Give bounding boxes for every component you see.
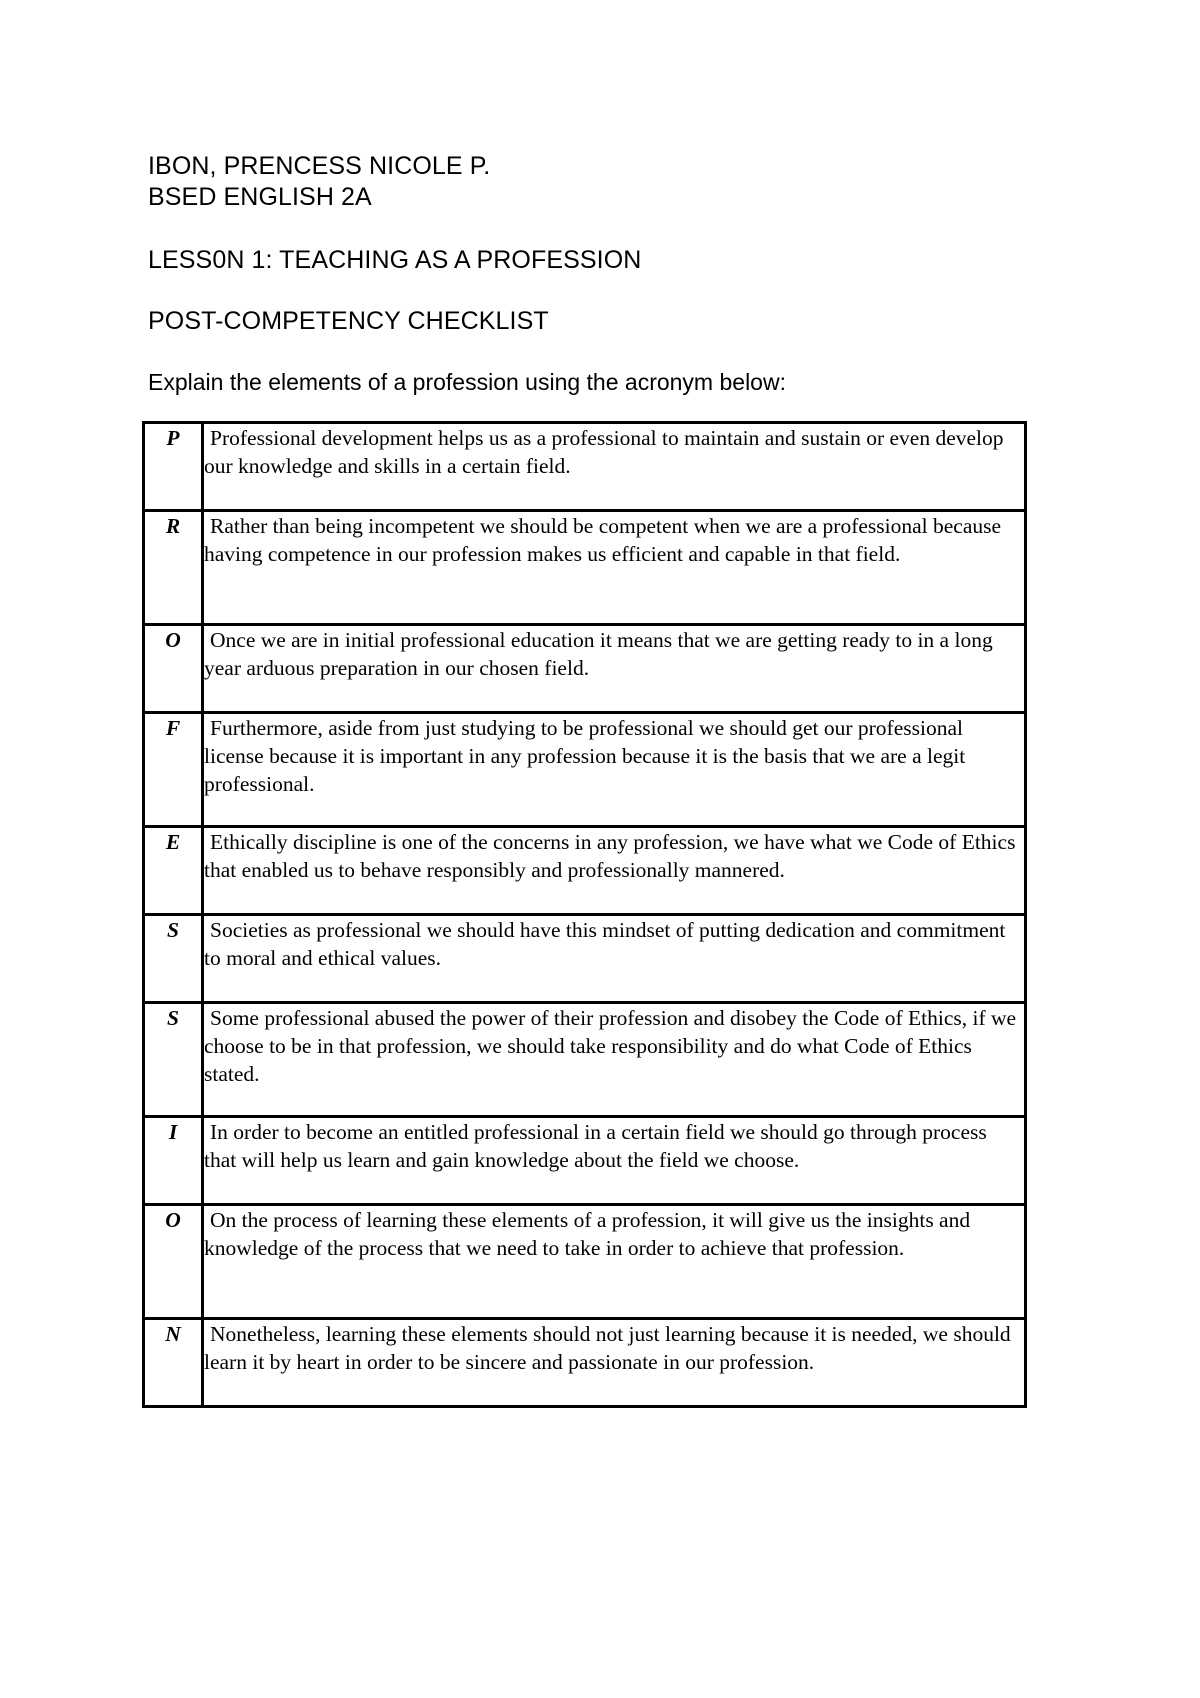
table-row [144, 915, 1026, 1003]
table-row [144, 1205, 1026, 1319]
acronym-letter: S [144, 915, 203, 1003]
element-description [203, 915, 1026, 1003]
element-description [203, 1117, 1026, 1205]
description-text: On the process of learning these elements of a profession, it will give us the insights and knowledge of the process that we need to take in order to achieve that profession. [204, 1208, 971, 1260]
description-text: Some professional abused the power of their profession and disobey the Code of Ethics, if we choose to be in that profession, we should take responsibility and do what Code of Ethics stated. [204, 1006, 1017, 1086]
acronym-letter: E [144, 827, 203, 915]
element-description [203, 1319, 1026, 1407]
acronym-letter: R [144, 511, 203, 625]
description-text: In order to become an entitled professional in a certain field we should go through process that will help us learn and gain knowledge about the field we choose. [204, 1120, 987, 1172]
instruction-text: Explain the elements of a profession using the acronym below: [148, 369, 786, 395]
table-row [144, 511, 1026, 625]
table-row [144, 1003, 1026, 1117]
description-text: Societies as professional we should have this mindset of putting dedication and commitment to moral and ethical values. [204, 918, 1006, 970]
description-text: Furthermore, aside from just studying to be professional we should get our professional license because it is important in any profession because it is the basis that we are a legit professional. [204, 716, 966, 796]
table-row [144, 713, 1026, 827]
checklist-title: POST-COMPETENCY CHECKLIST [148, 307, 549, 335]
acronym-table [142, 421, 1027, 1408]
element-description [203, 1003, 1026, 1117]
element-description [203, 511, 1026, 625]
course-section: BSED ENGLISH 2A [148, 183, 372, 211]
table-row [144, 423, 1026, 511]
acronym-letter: I [144, 1117, 203, 1205]
description-text: Professional development helps us as a professional to maintain and sustain or even develop our knowledge and skills in a certain field. [204, 426, 1004, 478]
table-row [144, 1319, 1026, 1407]
table-row [144, 827, 1026, 915]
student-name: IBON, PRENCESS NICOLE P. [148, 152, 491, 180]
acronym-letter: O [144, 625, 203, 713]
table-row [144, 1117, 1026, 1205]
element-description [203, 827, 1026, 915]
element-description [203, 1205, 1026, 1319]
acronym-letter: S [144, 1003, 203, 1117]
element-description [203, 423, 1026, 511]
element-description [203, 625, 1026, 713]
table-row [144, 625, 1026, 713]
lesson-title: LESS0N 1: TEACHING AS A PROFESSION [148, 246, 642, 274]
acronym-letter: P [144, 423, 203, 511]
description-text: Ethically discipline is one of the concerns in any profession, we have what we Code of Ethics that enabled us to behave responsibly and professionally mannered. [204, 830, 1016, 882]
description-text: Once we are in initial professional education it means that we are getting ready to in a long year arduous preparation in our chosen field. [204, 628, 993, 680]
description-text: Nonetheless, learning these elements should not just learning because it is needed, we should learn it by heart in order to be sincere and passionate in our profession. [204, 1322, 1011, 1374]
description-text: Rather than being incompetent we should be competent when we are a professional because having competence in our profession makes us efficient and capable in that field. [204, 514, 1002, 566]
acronym-letter: F [144, 713, 203, 827]
acronym-letter: O [144, 1205, 203, 1319]
element-description [203, 713, 1026, 827]
acronym-letter: N [144, 1319, 203, 1407]
